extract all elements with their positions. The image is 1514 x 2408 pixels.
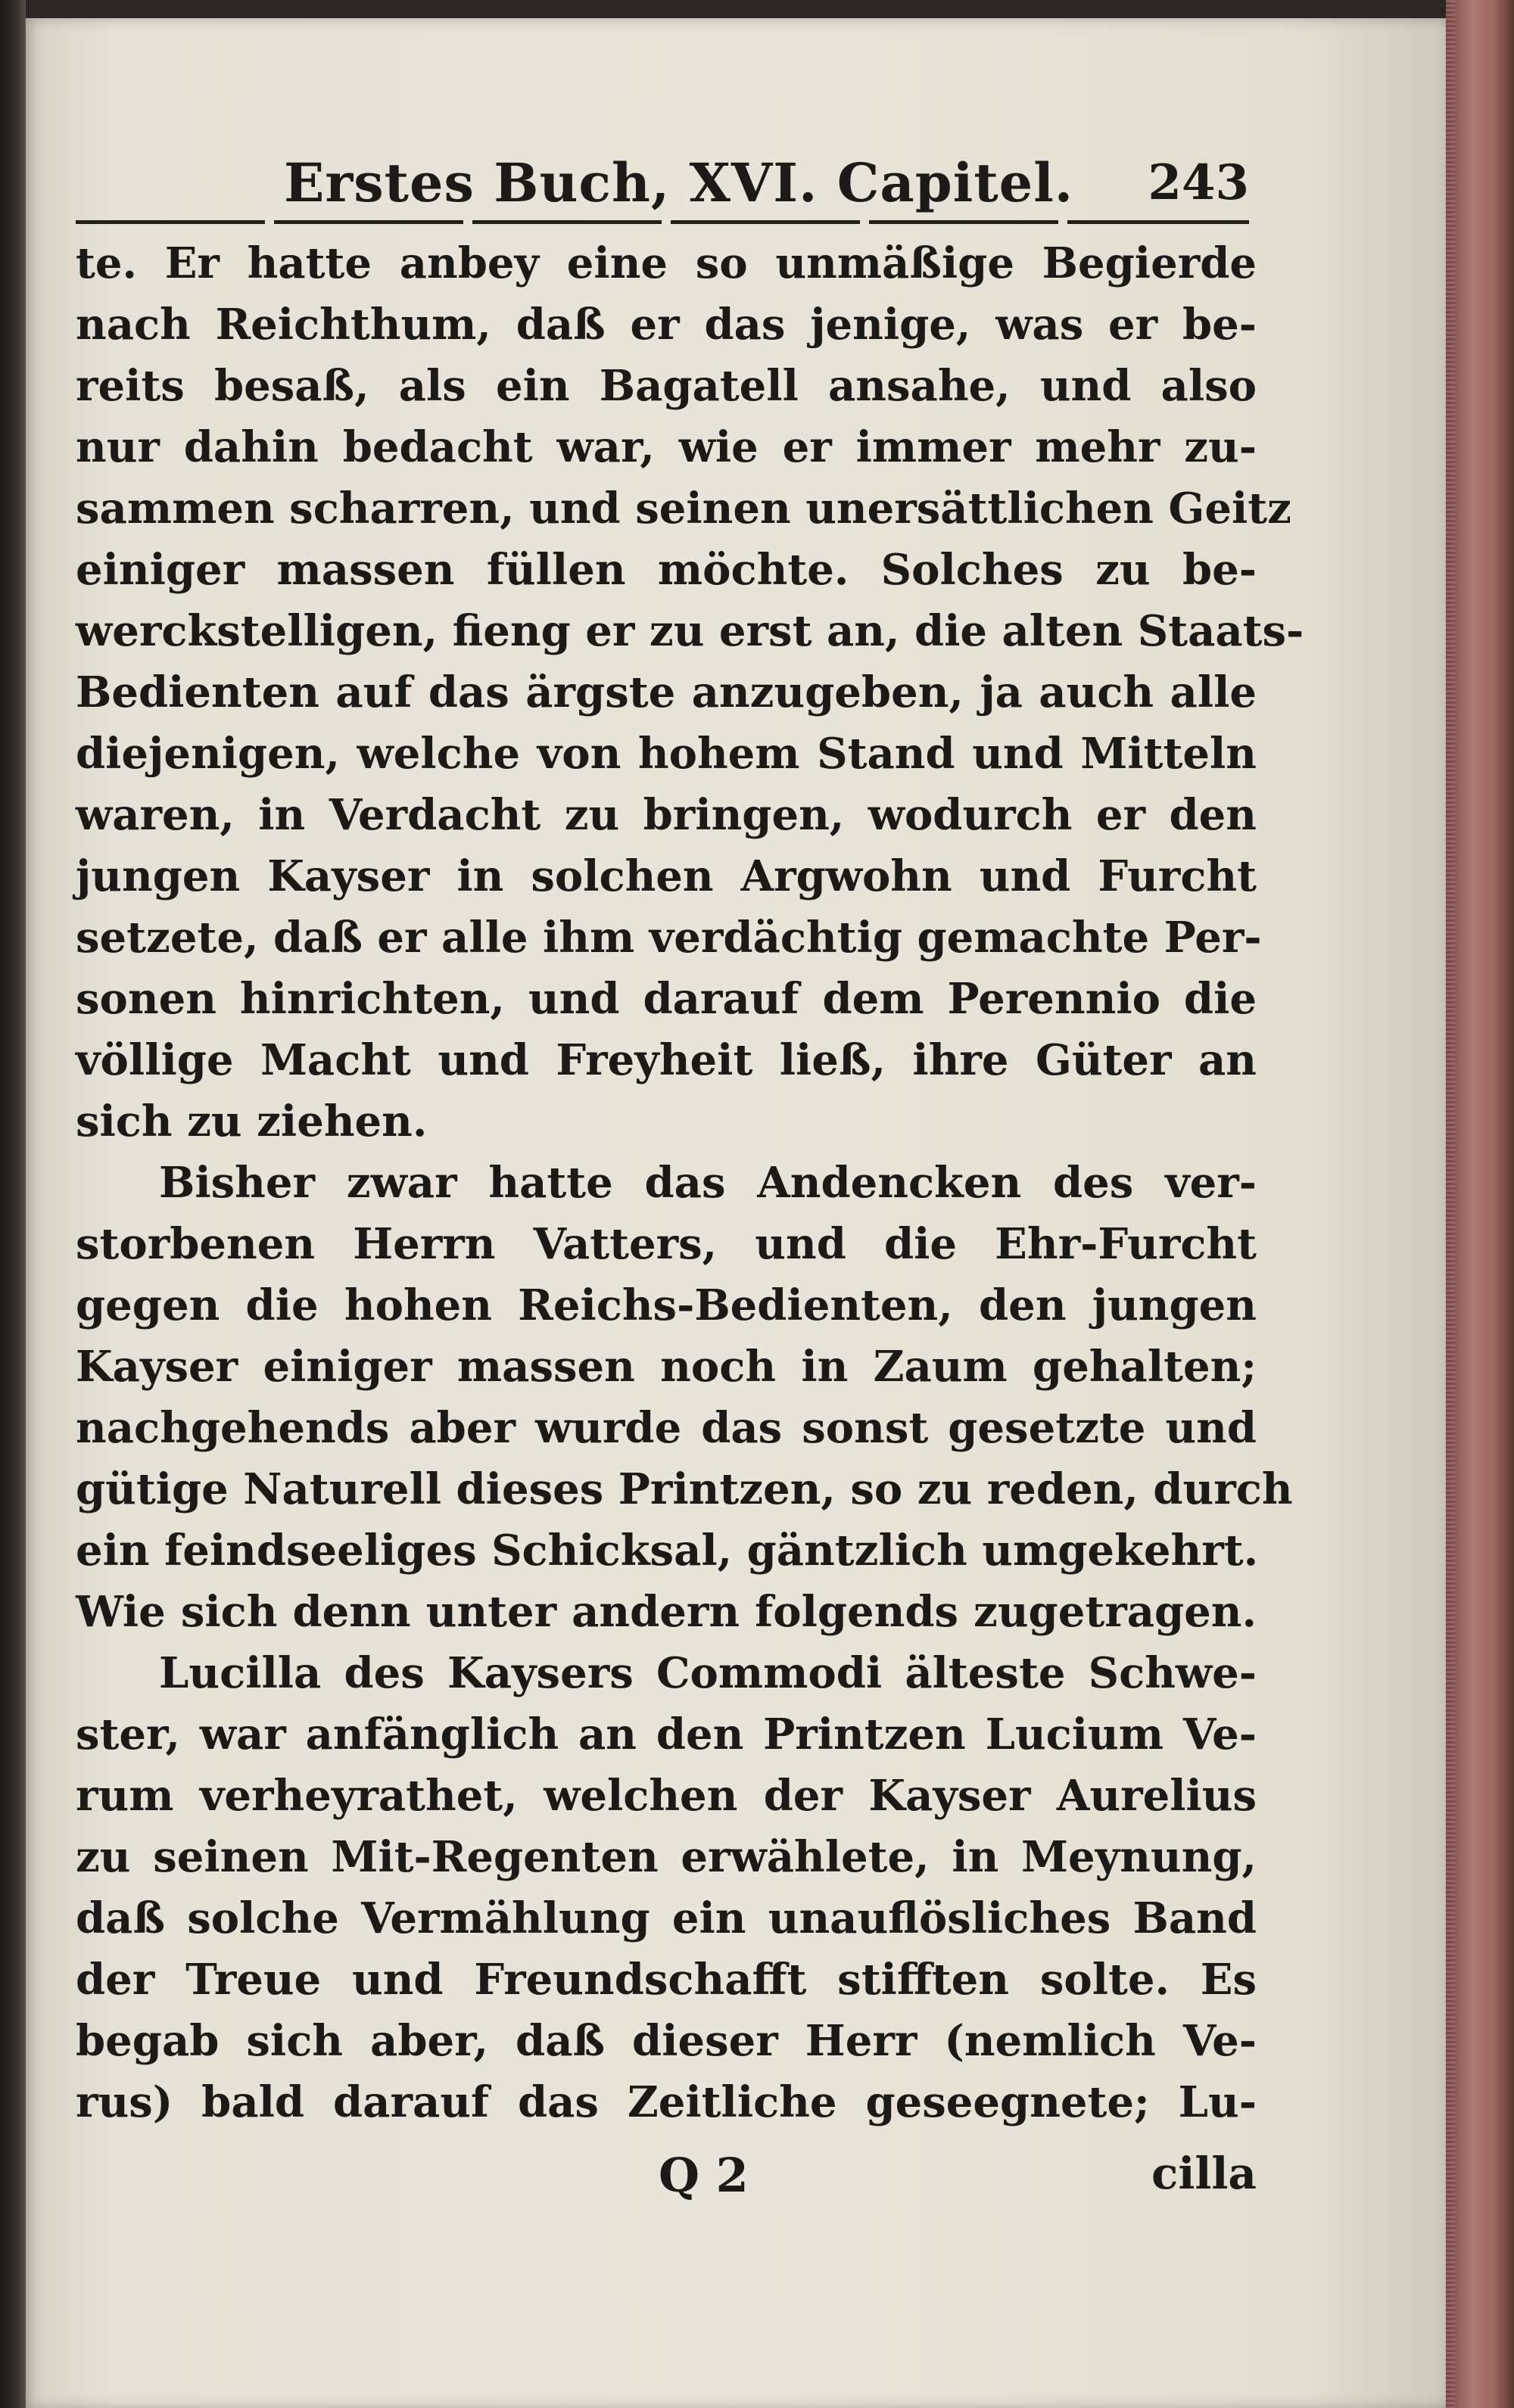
body-text xyxy=(76,233,1304,2133)
book-page xyxy=(26,18,1446,2408)
text-line: rus) bald darauf das Zeitliche geseegnete; Lu- xyxy=(76,2077,1257,2127)
text-line: daß solche Vermählung ein unauflösliches Band xyxy=(76,1893,1257,1943)
text-line: te. Er hatte anbey eine so unmäßige Begierde xyxy=(76,238,1257,288)
text-line: storbenen Herrn Vatters, und die Ehr-Furcht xyxy=(76,1219,1257,1269)
text-line: nachgehends aber wurde das sonst gesetzte und xyxy=(76,1403,1257,1453)
text-line: jungen Kayser in solchen Argwohn und Furcht xyxy=(76,851,1257,901)
text-line: Kayser einiger massen noch in Zaum gehalten; xyxy=(76,1342,1257,1392)
text-line: völlige Macht und Freyheit ließ, ihre Güter an xyxy=(76,1035,1257,1085)
text-line: nach Reichthum, daß er das jenige, was er be- xyxy=(76,300,1257,350)
text-line: diejenigen, welche von hohem Stand und Mitteln xyxy=(76,729,1257,779)
signature-mark: Q 2 xyxy=(659,2148,749,2203)
text-line: Bedienten auf das ärgste anzugeben, ja auch alle xyxy=(76,667,1257,717)
text-line: sich zu ziehen. xyxy=(76,1097,428,1146)
text-line: zu seinen Mit-Regenten erwählete, in Meynung, xyxy=(76,1832,1257,1882)
text-line: begab sich aber, daß dieser Herr (nemlich Ve- xyxy=(76,2016,1257,2066)
text-line: gütige Naturell dieses Printzen, so zu reden, durch xyxy=(76,1464,1293,1514)
text-line: gegen die hohen Reichs-Bedienten, den jungen xyxy=(76,1280,1257,1330)
running-title: Erstes Buch, XVI. Capitel. xyxy=(284,151,1074,214)
text-line: setzete, daß er alle ihm verdächtig gemachte Per- xyxy=(76,913,1262,963)
gutter-shadow xyxy=(0,0,26,2408)
text-line: einiger massen füllen möchte. Solches zu be- xyxy=(76,545,1257,595)
text-line: Wie sich denn unter andern folgends zugetragen. xyxy=(76,1587,1257,1637)
text-line: waren, in Verdacht zu bringen, wodurch er den xyxy=(76,790,1257,840)
text-line: Bisher zwar hatte das Andencken des ver- xyxy=(159,1158,1257,1208)
text-line: der Treue und Freundschafft stifften solte. Es xyxy=(76,1955,1257,2005)
page-header xyxy=(76,141,1249,224)
page-number: 243 xyxy=(1148,154,1249,211)
text-line: sonen hinrichten, und darauf dem Perennio die xyxy=(76,974,1257,1024)
page-fore-edge xyxy=(1446,0,1514,2408)
text-line: ein feindseeliges Schicksal, gäntzlich umgekehrt. xyxy=(76,1526,1259,1576)
text-line: werckstelligen, fieng er zu erst an, die alten Staats- xyxy=(76,606,1304,656)
text-line: nur dahin bedacht war, wie er immer mehr zu- xyxy=(76,422,1257,472)
header-rule xyxy=(76,220,1249,224)
text-line: Lucilla des Kaysers Commodi älteste Schwe- xyxy=(159,1648,1257,1698)
text-line: sammen scharren, und seinen unersättlichen Geitz xyxy=(76,484,1291,534)
text-line: reits besaß, als ein Bagatell ansahe, und also xyxy=(76,361,1257,411)
text-line: rum verheyrathet, welchen der Kayser Aurelius xyxy=(76,1771,1257,1821)
text-line: ster, war anfänglich an den Printzen Lucium Ve- xyxy=(76,1710,1257,1759)
catchword: cilla xyxy=(1151,2148,1257,2199)
page-footer xyxy=(76,2148,1257,2216)
